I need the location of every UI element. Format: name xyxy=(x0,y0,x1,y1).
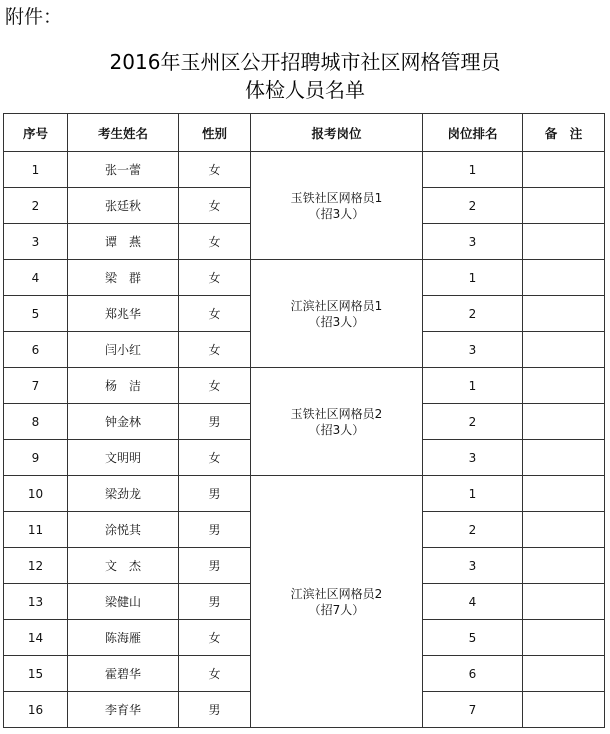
cell-gender: 男 xyxy=(179,512,251,548)
cell-rank: 7 xyxy=(423,692,523,728)
cell-gender: 女 xyxy=(179,656,251,692)
cell-rank: 3 xyxy=(423,224,523,260)
document-title-line2: 体检人员名单 xyxy=(245,78,365,102)
position-name: 江滨社区网格员2 xyxy=(290,586,383,601)
cell-remarks xyxy=(523,476,605,512)
position-quota: （招7人） xyxy=(308,602,365,617)
table-row xyxy=(4,476,605,512)
position-name: 江滨社区网格员1 xyxy=(290,298,383,313)
cell-seq: 9 xyxy=(4,440,68,476)
cell-seq: 8 xyxy=(4,404,68,440)
position-name: 玉铁社区网格员1 xyxy=(290,190,383,205)
cell-name: 梁健山 xyxy=(68,584,179,620)
cell-name: 闫小红 xyxy=(68,332,179,368)
cell-name: 谭 燕 xyxy=(68,224,179,260)
cell-rank: 5 xyxy=(423,620,523,656)
cell-seq: 15 xyxy=(4,656,68,692)
cell-remarks xyxy=(523,404,605,440)
position-quota: （招3人） xyxy=(308,206,365,221)
cell-rank: 1 xyxy=(423,260,523,296)
table-header-row xyxy=(4,114,605,152)
cell-seq: 16 xyxy=(4,692,68,728)
cell-gender: 女 xyxy=(179,296,251,332)
cell-remarks xyxy=(523,260,605,296)
cell-seq: 7 xyxy=(4,368,68,404)
cell-rank: 1 xyxy=(423,476,523,512)
cell-gender: 男 xyxy=(179,404,251,440)
cell-remarks xyxy=(523,620,605,656)
cell-gender: 男 xyxy=(179,692,251,728)
header-gender: 性别 xyxy=(179,114,251,152)
table-body xyxy=(4,152,605,728)
cell-remarks xyxy=(523,512,605,548)
table-row xyxy=(4,260,605,296)
cell-seq: 4 xyxy=(4,260,68,296)
cell-rank: 2 xyxy=(423,296,523,332)
cell-name: 钟金林 xyxy=(68,404,179,440)
cell-rank: 4 xyxy=(423,584,523,620)
cell-name: 郑兆华 xyxy=(68,296,179,332)
cell-gender: 女 xyxy=(179,188,251,224)
cell-name: 涂悦其 xyxy=(68,512,179,548)
attachment-label: 附件： xyxy=(5,6,63,28)
cell-remarks xyxy=(523,548,605,584)
cell-position xyxy=(251,368,423,476)
cell-rank: 3 xyxy=(423,332,523,368)
cell-rank: 1 xyxy=(423,152,523,188)
cell-name: 陈海雁 xyxy=(68,620,179,656)
header-seq: 序号 xyxy=(4,114,68,152)
cell-rank: 1 xyxy=(423,368,523,404)
table-row xyxy=(4,368,605,404)
cell-position xyxy=(251,476,423,728)
cell-seq: 6 xyxy=(4,332,68,368)
cell-seq: 13 xyxy=(4,584,68,620)
cell-gender: 女 xyxy=(179,440,251,476)
cell-remarks xyxy=(523,440,605,476)
cell-gender: 男 xyxy=(179,548,251,584)
cell-remarks xyxy=(523,152,605,188)
position-name: 玉铁社区网格员2 xyxy=(290,406,383,421)
cell-rank: 2 xyxy=(423,512,523,548)
cell-remarks xyxy=(523,224,605,260)
cell-seq: 11 xyxy=(4,512,68,548)
cell-remarks xyxy=(523,584,605,620)
cell-name: 文 杰 xyxy=(68,548,179,584)
position-quota: （招3人） xyxy=(308,314,365,329)
cell-name: 梁 群 xyxy=(68,260,179,296)
document-title-line1: 2016年玉州区公开招聘城市社区网格管理员 xyxy=(109,50,501,74)
cell-name: 张廷秋 xyxy=(68,188,179,224)
cell-seq: 12 xyxy=(4,548,68,584)
cell-seq: 10 xyxy=(4,476,68,512)
cell-rank: 6 xyxy=(423,656,523,692)
cell-name: 文明明 xyxy=(68,440,179,476)
cell-remarks xyxy=(523,296,605,332)
cell-remarks xyxy=(523,692,605,728)
cell-name: 张一蕾 xyxy=(68,152,179,188)
header-rank: 岗位排名 xyxy=(423,114,523,152)
cell-seq: 2 xyxy=(4,188,68,224)
cell-rank: 3 xyxy=(423,548,523,584)
cell-rank: 2 xyxy=(423,404,523,440)
table-row xyxy=(4,152,605,188)
cell-name: 李育华 xyxy=(68,692,179,728)
cell-seq: 14 xyxy=(4,620,68,656)
cell-position xyxy=(251,260,423,368)
cell-name: 梁劲龙 xyxy=(68,476,179,512)
header-remarks: 备 注 xyxy=(523,114,605,152)
cell-seq: 1 xyxy=(4,152,68,188)
position-quota: （招3人） xyxy=(308,422,365,437)
cell-seq: 5 xyxy=(4,296,68,332)
cell-rank: 2 xyxy=(423,188,523,224)
header-name: 考生姓名 xyxy=(68,114,179,152)
cell-gender: 女 xyxy=(179,152,251,188)
cell-position xyxy=(251,152,423,260)
cell-gender: 女 xyxy=(179,620,251,656)
candidate-table xyxy=(3,113,605,728)
cell-gender: 女 xyxy=(179,260,251,296)
cell-rank: 3 xyxy=(423,440,523,476)
cell-remarks xyxy=(523,332,605,368)
cell-name: 霍碧华 xyxy=(68,656,179,692)
cell-gender: 男 xyxy=(179,584,251,620)
header-position: 报考岗位 xyxy=(251,114,423,152)
cell-seq: 3 xyxy=(4,224,68,260)
cell-gender: 女 xyxy=(179,224,251,260)
cell-gender: 男 xyxy=(179,476,251,512)
cell-name: 杨 洁 xyxy=(68,368,179,404)
cell-remarks xyxy=(523,368,605,404)
cell-remarks xyxy=(523,656,605,692)
cell-gender: 女 xyxy=(179,368,251,404)
cell-gender: 女 xyxy=(179,332,251,368)
cell-remarks xyxy=(523,188,605,224)
